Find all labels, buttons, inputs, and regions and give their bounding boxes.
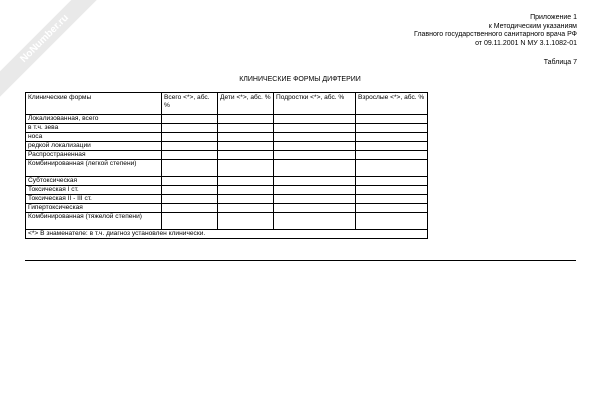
- row-label: носа: [26, 133, 162, 142]
- row-label: в т.ч. зева: [26, 124, 162, 133]
- row-label: Локализованная, всего: [26, 115, 162, 124]
- table-cell: [218, 115, 274, 124]
- table-cell: [162, 115, 218, 124]
- table-cell: [162, 160, 218, 177]
- table-row: [26, 124, 428, 133]
- table-row: [26, 160, 428, 177]
- table-cell: [356, 133, 428, 142]
- table-cell: [274, 177, 356, 186]
- table-cell: [162, 133, 218, 142]
- table-row: [26, 115, 428, 124]
- appendix-header: [414, 14, 577, 48]
- column-header: Дети <*>, абс. %: [218, 93, 274, 115]
- table-cell: [274, 115, 356, 124]
- table-cell: [356, 186, 428, 195]
- table-cell: [356, 124, 428, 133]
- row-label: Комбинированная (тяжелой степени): [26, 213, 162, 230]
- table-row: [26, 133, 428, 142]
- watermark-ribbon: NoNumber.ru: [0, 0, 104, 98]
- table-row: [26, 195, 428, 204]
- table-cell: [218, 151, 274, 160]
- table-cell: [356, 195, 428, 204]
- table-cell: [356, 213, 428, 230]
- table-cell: [162, 124, 218, 133]
- table-cell: [218, 186, 274, 195]
- table-cell: [218, 160, 274, 177]
- header-row: [26, 93, 428, 115]
- row-label: редкой локализации: [26, 142, 162, 151]
- table-cell: [218, 133, 274, 142]
- table-cell: [274, 195, 356, 204]
- horizontal-rule: [25, 260, 576, 261]
- table-cell: [162, 177, 218, 186]
- table-cell: [356, 204, 428, 213]
- table-cell: [218, 195, 274, 204]
- table-row: [26, 142, 428, 151]
- table-row: [26, 186, 428, 195]
- table-cell: [274, 213, 356, 230]
- row-label: Субтоксическая: [26, 177, 162, 186]
- row-label: Распространенная: [26, 151, 162, 160]
- diphtheria-forms-table: [25, 92, 428, 239]
- footnote-row: [26, 230, 428, 239]
- table-cell: [356, 177, 428, 186]
- table-title: КЛИНИЧЕСКИЕ ФОРМЫ ДИФТЕРИИ: [239, 76, 361, 83]
- table-number: Таблица 7: [543, 59, 577, 66]
- table-cell: [162, 142, 218, 151]
- table-cell: [356, 151, 428, 160]
- table-cell: [274, 142, 356, 151]
- row-label: Комбинированная (легкой степени): [26, 160, 162, 177]
- appendix-line: Приложение 1: [530, 14, 577, 21]
- table-row: [26, 151, 428, 160]
- table-cell: [274, 124, 356, 133]
- table-cell: [218, 124, 274, 133]
- table-cell: [274, 133, 356, 142]
- table-cell: [162, 195, 218, 204]
- table-cell: [356, 142, 428, 151]
- table-cell: [162, 151, 218, 160]
- column-header: Клинические формы: [26, 93, 162, 115]
- table-cell: [162, 213, 218, 230]
- table-cell: [274, 160, 356, 177]
- table-cell: [274, 204, 356, 213]
- row-label: Гипертоксическая: [26, 204, 162, 213]
- appendix-line: Главного государственного санитарного врача РФ: [414, 31, 577, 39]
- column-header: Подростки <*>, абс. %: [274, 93, 356, 115]
- table-cell: [218, 142, 274, 151]
- table-cell: [356, 115, 428, 124]
- table-cell: [356, 160, 428, 177]
- table-cell: [274, 186, 356, 195]
- appendix-line: к Методическим указаниям: [488, 22, 577, 30]
- table-cell: [218, 204, 274, 213]
- footnote: <*> В знаменателе: в т.ч. диагноз установлен клинически.: [26, 230, 428, 239]
- column-header: Взрослые <*>, абс. %: [356, 93, 428, 115]
- table-cell: [162, 204, 218, 213]
- table-cell: [162, 186, 218, 195]
- row-label: Токсическая I ст.: [26, 186, 162, 195]
- column-header: Всего <*>, абс. %: [162, 93, 218, 115]
- table-row: [26, 177, 428, 186]
- table-row: [26, 204, 428, 213]
- row-label: Токсическая II - III ст.: [26, 195, 162, 204]
- table-row: [26, 213, 428, 230]
- table-cell: [274, 151, 356, 160]
- table-cell: [218, 213, 274, 230]
- table-cell: [218, 177, 274, 186]
- appendix-line: от 09.11.2001 N МУ 3.1.1082-01: [475, 39, 577, 47]
